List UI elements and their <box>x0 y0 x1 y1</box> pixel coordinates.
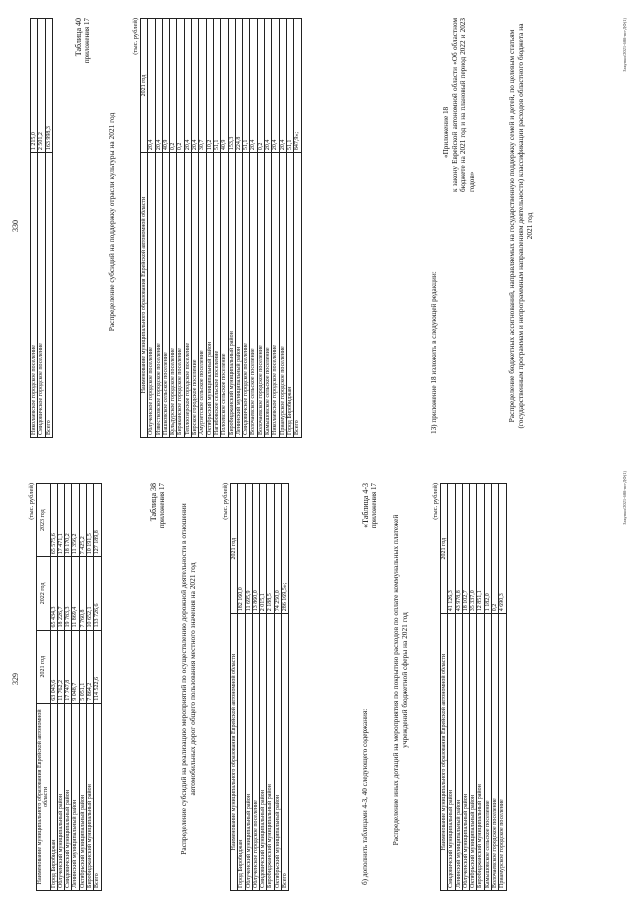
cell-value: 5 051,1 <box>79 630 86 703</box>
unit-label: (тыс. рублей) <box>28 483 35 520</box>
page-number: 330 <box>11 220 20 232</box>
cell-value: 0,2 <box>492 484 499 614</box>
cell-name: Всего <box>282 614 289 891</box>
cell-name: Волочаевское городское поселение <box>257 153 264 438</box>
table-row <box>462 484 469 891</box>
header-cell: 2021 год <box>37 630 51 703</box>
table-row <box>470 484 477 891</box>
continued-table-block <box>30 18 53 438</box>
cell-name: Биробиджанский муниципальный район <box>477 614 484 891</box>
table-header-row <box>441 484 448 891</box>
cell-value: 2 501,2 <box>38 19 45 153</box>
cell-value: 18 102,7 <box>462 484 469 614</box>
header-cell: 2021 год <box>141 19 148 153</box>
cell-value: 11 356,2 <box>72 484 79 557</box>
table-row <box>162 19 169 438</box>
cell-value: 13 860,0 <box>252 484 259 614</box>
appendix-law-ref: к закону Еврейской автономной области «Об областном бюджете на 2021 год и на плановый период 2022 и 2023 годов» <box>450 18 476 192</box>
table-row <box>286 19 293 438</box>
table-4-3-heading <box>361 483 378 605</box>
cell-name: Октябрьский муниципальный район <box>274 614 281 891</box>
cell-name: Смидовичское городское поселение <box>243 153 250 438</box>
cell-name: Биробиджанский муниципальный район <box>87 703 94 890</box>
section-title: Распределение иных дотаций на мероприятия по покрытию расходов по оплате коммунальных платежей учреждений бюджетной сферы на 2021 год <box>391 514 409 846</box>
table-row <box>235 19 242 438</box>
page-330 <box>0 0 639 452</box>
cell-value: 51,1 <box>243 19 250 153</box>
amendment-text: б) дополнить таблицами 4-3, 40 следующего содержания: <box>361 708 369 885</box>
cell-name: Приамурское городское поселение <box>279 153 286 438</box>
cell-name: Николаевское городское поселение <box>272 153 279 438</box>
unit-label: (тыс. рублей) <box>132 18 139 55</box>
header-cell: Наименование муниципального образования Еврейской автономной области <box>37 703 51 890</box>
table-row <box>148 19 155 438</box>
cell-value: 182 160,0 <box>238 484 245 614</box>
cell-value: 18 226,7 <box>57 557 64 630</box>
unit-label: (тыс. рублей) <box>222 483 229 520</box>
cell-name: Облученский муниципальный район <box>245 614 252 891</box>
cell-value: 35 337,0 <box>470 484 477 614</box>
appendix-ref: приложения 17 <box>370 483 379 529</box>
cell-name: Октябрьский муниципальный район <box>206 153 213 438</box>
table-row <box>199 19 206 438</box>
cell-value: 43 978,8 <box>455 484 462 614</box>
cell-name: Теплоозерское городское поселение <box>184 153 191 438</box>
cell-value: 4 690,3 <box>499 484 506 614</box>
table-continued <box>30 18 53 438</box>
cell-name: Облученский муниципальный район <box>57 703 64 890</box>
table-row <box>274 484 281 891</box>
table-row <box>267 484 274 891</box>
cell-value: 19 783,3 <box>65 557 72 630</box>
cell-name: Биробиджанский муниципальный район <box>228 153 235 438</box>
table-utility-grants <box>440 483 507 891</box>
table-40-heading <box>74 18 91 152</box>
cell-name: Бирское городское поселение <box>192 153 199 438</box>
section-title: Распределение субсидий на поддержку отрасли культуры на 2021 год <box>107 112 116 332</box>
unit-label: (тыс. рублей) <box>432 483 439 520</box>
table-row <box>72 484 79 891</box>
cell-name: Облученское городское поселение <box>148 153 155 438</box>
cell-name: Всего <box>94 703 101 890</box>
table-38-heading <box>149 483 166 605</box>
section-title: Распределение бюджетных ассигнований, направляемых на государственную поддержку семей и детей, по целевым статьям (государственным программам и непрограммным направлениям деятельности) классификации расходов областного бюджета на 2021 год <box>507 23 534 429</box>
cell-value: 7 864,2 <box>87 630 94 703</box>
table-row <box>50 484 57 891</box>
cell-name: Амурзетское сельское поселение <box>199 153 206 438</box>
table-row <box>170 19 177 438</box>
table-header-row <box>141 19 148 438</box>
table-row <box>87 484 94 891</box>
table-row <box>57 484 64 891</box>
grants-title <box>392 495 410 865</box>
table-row <box>31 19 38 438</box>
table-row <box>38 19 45 438</box>
cell-value: 20,4 <box>279 19 286 153</box>
cell-value: 9 048,7 <box>72 630 79 703</box>
table-row <box>477 484 484 891</box>
table-number: Таблица 38 <box>149 483 158 522</box>
cell-value: 20,4 <box>148 19 155 153</box>
appendix-ref: приложения 17 <box>83 18 92 64</box>
cell-value: 114 522,6 <box>94 630 101 703</box>
header-cell: Наименование муниципального образования Еврейской автономной области <box>441 614 448 891</box>
table-total-row <box>94 484 101 891</box>
cell-value: 17 747,8 <box>65 630 72 703</box>
page-number: 329 <box>11 673 20 685</box>
cell-value: 20,4 <box>272 19 279 153</box>
header-cell: Наименование муниципального образования Еврейской автономной области <box>141 153 148 438</box>
grants-table-block <box>432 483 507 891</box>
header-cell: 2022 год <box>37 557 51 630</box>
table-row <box>499 484 506 891</box>
section-title: Распределение субсидий на реализацию мероприятий по осуществлению дорожной деятельности в отношении автомобильных дорог общего пользования местного значения на 2021 год <box>179 503 197 855</box>
cell-name: Приамурское городское поселение <box>499 614 506 891</box>
cell-value: 224,8 <box>235 19 242 153</box>
header-cell: 2023 год <box>37 484 51 557</box>
table-row <box>243 19 250 438</box>
cell-value: 7 425,2 <box>79 484 86 557</box>
cell-name: Октябрьский муниципальный район <box>79 703 86 890</box>
table-row <box>448 484 455 891</box>
cell-name: Смидовичский муниципальный район <box>260 614 267 891</box>
amendment-b <box>361 625 370 885</box>
header-cell: 2021 год <box>231 484 238 614</box>
cell-value: 40,9 <box>162 19 169 153</box>
cell-name: Город Биробиджан <box>50 703 57 890</box>
cell-name: Ленинский муниципальный район <box>72 703 79 890</box>
page-footer: Закупки/2021-608-пп-ДФ(1) <box>622 18 627 72</box>
table-row <box>206 19 213 438</box>
cell-name: Смидовичское городское поселение <box>38 153 45 438</box>
cell-name: Кульдурское городское поселение <box>170 153 177 438</box>
table-road-subsidy <box>230 483 289 891</box>
table-number: Таблица 40 <box>74 18 83 57</box>
table-header-row <box>37 484 51 891</box>
table-row <box>252 484 259 891</box>
cell-value: 153,3 <box>228 19 235 153</box>
cell-name: Волочаевское сельское поселение <box>250 153 257 438</box>
table-38-top-block <box>28 483 102 891</box>
table-row <box>192 19 199 438</box>
table-row <box>65 484 72 891</box>
cell-value: 10,2 <box>206 19 213 153</box>
cell-value: 0,2 <box>177 19 184 153</box>
culture-title <box>108 42 117 402</box>
cell-name: Всего <box>294 153 301 438</box>
cell-value: 2 188,5 <box>267 484 274 614</box>
page-329 <box>0 453 639 905</box>
cell-value: 11 869,4 <box>72 557 79 630</box>
table-row <box>155 19 162 438</box>
table-number: «Таблица 4-3 <box>361 483 370 528</box>
appendix-ref: приложения 17 <box>158 483 167 529</box>
cell-name: Смидовичский муниципальный район <box>448 614 455 891</box>
cell-name: Ленинский муниципальный район <box>235 153 242 438</box>
cell-value: 65 575,6 <box>50 484 57 557</box>
cell-name: Облученское городское поселение <box>252 614 259 891</box>
cell-value: 127 189,8 <box>94 484 101 557</box>
cell-value: 2 015,1 <box>260 484 267 614</box>
table-row <box>492 484 499 891</box>
cell-value: 0,2 <box>257 19 264 153</box>
cell-value: 12 851,1 <box>477 484 484 614</box>
cell-name: Известковское городское поселение <box>155 153 162 438</box>
cell-name: Полоевское сельское поселение <box>221 153 228 438</box>
table-row <box>79 484 86 891</box>
cell-value: 7 760,8 <box>79 557 86 630</box>
table-row <box>265 19 272 438</box>
cell-value: 18 170,2 <box>65 484 72 557</box>
cell-value: 63 043,6 <box>50 630 57 703</box>
cell-name: Биробиджанский муниципальный район <box>267 614 274 891</box>
cell-name: Город Биробиджан <box>238 614 245 891</box>
cell-name: Октябрьский муниципальный район <box>470 614 477 891</box>
table-row <box>245 484 252 891</box>
cell-name: Нагибовское сельское поселение <box>213 153 220 438</box>
table-row <box>484 484 491 891</box>
cell-value: 65 434,3 <box>50 557 57 630</box>
table-row <box>213 19 220 438</box>
amendment-13 <box>430 174 439 434</box>
table-total-row <box>294 19 301 438</box>
cell-value: 847,9»; <box>294 19 301 153</box>
table-subsidy-by-year <box>36 483 102 891</box>
cell-value: 10 652,1 <box>87 557 94 630</box>
cell-value: 51,1 <box>213 19 220 153</box>
cell-value: 1 215,0 <box>31 19 38 153</box>
cell-value: 133 726,6 <box>94 557 101 630</box>
table-total-row <box>282 484 289 891</box>
table-header-row <box>231 484 238 891</box>
cell-value: 0,2 <box>170 19 177 153</box>
appendix-title: «Приложение 18 <box>442 106 450 158</box>
road-table-block <box>222 483 289 891</box>
cell-name: Николаевское городское поселение <box>31 153 38 438</box>
table-total-row <box>45 19 52 438</box>
cell-name: Камышовское сельское поселение <box>484 614 491 891</box>
cell-name: Город Биробиджан <box>286 153 293 438</box>
amendment-text: 13) приложение 18 изложить в следующей редакции: <box>430 271 438 434</box>
table-culture-subsidy <box>140 18 302 438</box>
header-cell: Наименование муниципального образования Еврейской автономной области <box>231 614 238 891</box>
header-cell: 2021 год <box>441 484 448 614</box>
table-row <box>257 19 264 438</box>
cell-name: Волочаевское городское поселение <box>492 614 499 891</box>
cell-name: Всего <box>45 153 52 438</box>
table-row <box>184 19 191 438</box>
table-row <box>221 19 228 438</box>
cell-name: Ленинский муниципальный район <box>455 614 462 891</box>
budget-title <box>508 18 535 434</box>
table-row <box>177 19 184 438</box>
cell-value: 20,4 <box>184 19 191 153</box>
cell-name: Пашковское сельское поселение <box>162 153 169 438</box>
cell-value: 286 169,5»; <box>282 484 289 614</box>
cell-value: 20,4 <box>265 19 272 153</box>
cell-value: 41 126,3 <box>448 484 455 614</box>
cell-name: Смидовичский муниципальный район <box>65 703 72 890</box>
cell-value: 40,9 <box>221 19 228 153</box>
cell-name: Бираканское городское поселение <box>177 153 184 438</box>
table-row <box>228 19 235 438</box>
culture-table-block <box>132 18 302 438</box>
cell-value: 10 191,5 <box>87 484 94 557</box>
table-row <box>279 19 286 438</box>
cell-value: 20,4 <box>155 19 162 153</box>
cell-value: 11 695,9 <box>245 484 252 614</box>
road-subsidy-title <box>180 483 198 875</box>
cell-value: 11 762,2 <box>57 630 64 703</box>
table-row <box>238 484 245 891</box>
cell-value: 74 250,0 <box>274 484 281 614</box>
table-row <box>455 484 462 891</box>
cell-value: 1 182,0 <box>484 484 491 614</box>
cell-name: Камышовское сельское поселение <box>265 153 272 438</box>
cell-value: 30,7 <box>199 19 206 153</box>
appendix-18-header <box>442 18 477 192</box>
cell-name: Облученский муниципальный район <box>462 614 469 891</box>
cell-value: 163 998,3 <box>45 19 52 153</box>
cell-value: 20,4 <box>250 19 257 153</box>
cell-value: 20,4 <box>192 19 199 153</box>
cell-value: 17 471,1 <box>57 484 64 557</box>
cell-value: 51,1 <box>286 19 293 153</box>
table-row <box>260 484 267 891</box>
page-footer: Закупки/2021-608-пп-ДФ(1) <box>622 471 627 525</box>
table-row <box>250 19 257 438</box>
table-row <box>272 19 279 438</box>
